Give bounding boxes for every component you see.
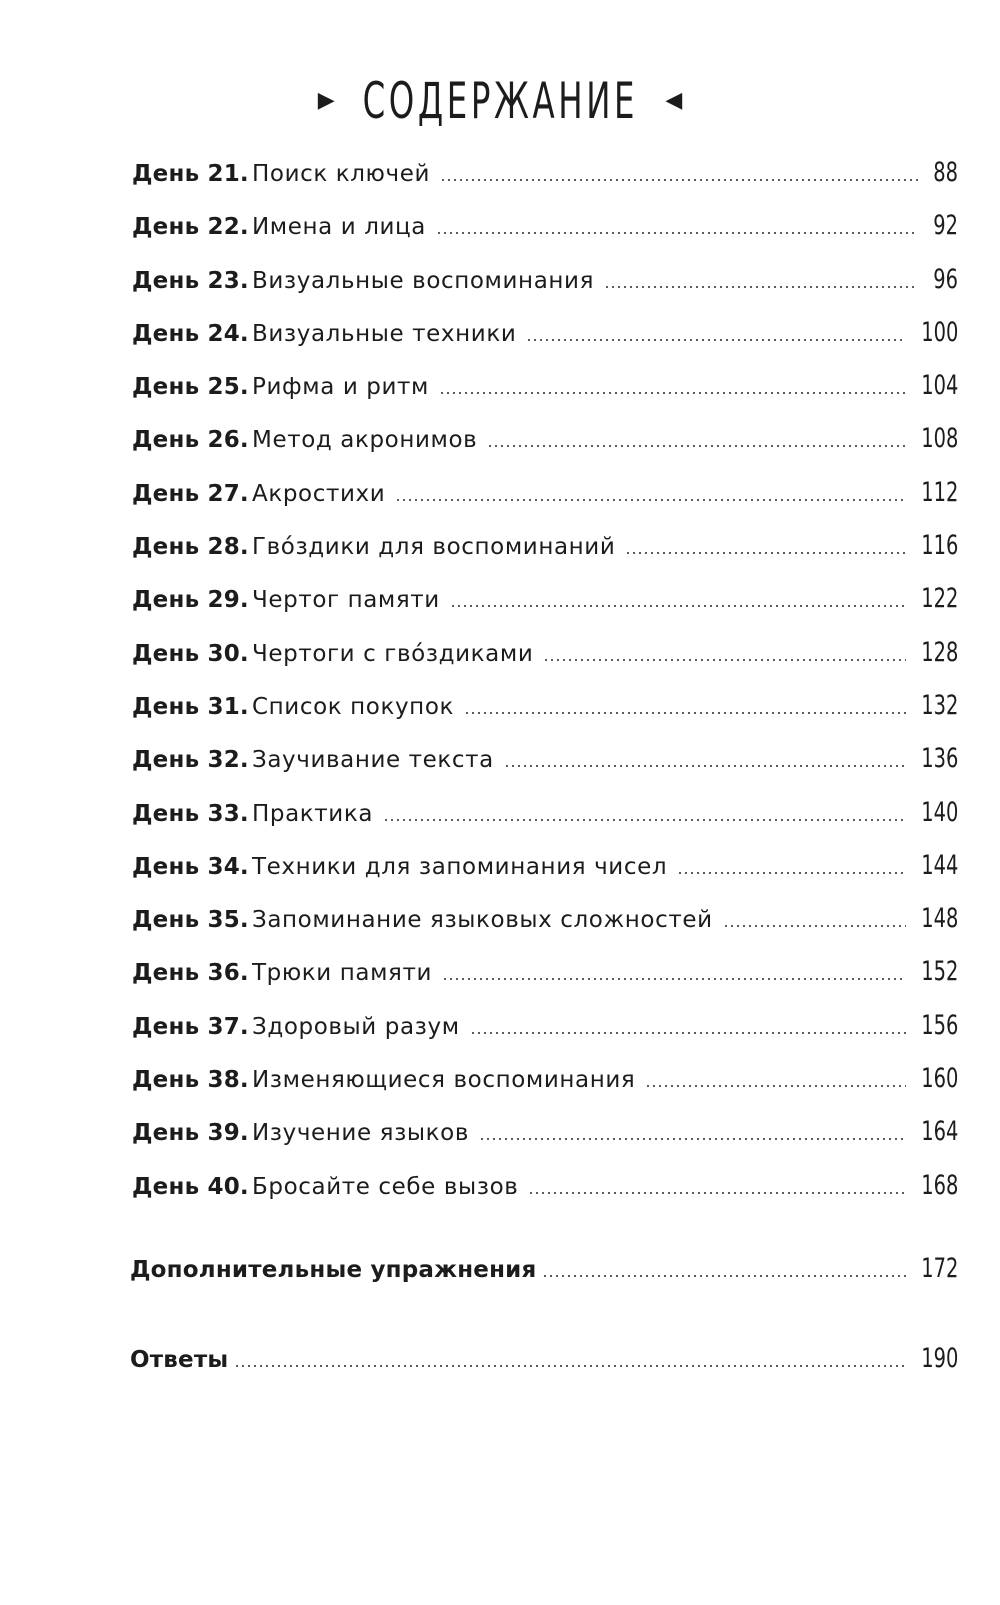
toc-entry-page: 168 bbox=[920, 1169, 958, 1201]
toc-entry-day: День 36. bbox=[132, 960, 249, 987]
toc-entry-day: День 35. bbox=[132, 907, 249, 934]
toc-entry-day: День 39. bbox=[132, 1120, 249, 1147]
dot-leader bbox=[450, 605, 906, 607]
toc-entry-day: День 40. bbox=[132, 1173, 249, 1200]
page-title: СОДЕРЖАНИЕ bbox=[362, 72, 638, 130]
toc-entry-title: Визуальные техники bbox=[252, 320, 517, 347]
dot-leader bbox=[526, 339, 905, 341]
dot-leader bbox=[479, 1138, 906, 1140]
toc-entry-day: День 25. bbox=[132, 374, 249, 401]
toc-entry-day: День 26. bbox=[132, 427, 249, 454]
dot-leader bbox=[383, 819, 906, 821]
toc-entry-title: Здоровый разум bbox=[252, 1013, 460, 1040]
toc-entry-day: День 24. bbox=[132, 320, 249, 347]
dot-leader bbox=[542, 1275, 905, 1277]
dot-leader bbox=[487, 445, 905, 447]
toc-entry-title: Поиск ключей bbox=[252, 161, 431, 187]
toc-entry-page: 104 bbox=[920, 370, 958, 402]
toc-entry-title: Визуальные воспоминания bbox=[252, 267, 595, 294]
toc-entry-page: 144 bbox=[920, 849, 958, 881]
toc-entry[interactable] bbox=[132, 253, 958, 306]
toc-entry-page: 112 bbox=[920, 476, 958, 508]
toc-entry-page: 116 bbox=[920, 530, 958, 562]
toc-entry[interactable] bbox=[132, 359, 958, 412]
table-of-contents bbox=[132, 146, 958, 1212]
toc-entry[interactable] bbox=[132, 519, 958, 572]
toc-entry-title: Имена и лица bbox=[252, 214, 427, 241]
dot-leader bbox=[439, 392, 906, 394]
toc-entry[interactable] bbox=[132, 1052, 958, 1105]
dot-leader bbox=[504, 765, 906, 767]
dot-leader bbox=[464, 712, 906, 714]
dot-leader bbox=[543, 659, 905, 661]
toc-entry[interactable] bbox=[132, 732, 958, 785]
toc-entry-title: Заучивание текста bbox=[252, 747, 494, 774]
toc-entry-title: Чертог памяти bbox=[252, 587, 440, 614]
toc-entry-page: 136 bbox=[920, 743, 958, 775]
toc-entry[interactable] bbox=[132, 199, 958, 252]
toc-entry[interactable] bbox=[132, 572, 958, 625]
toc-entry-page: 160 bbox=[920, 1063, 958, 1095]
toc-entry[interactable] bbox=[132, 679, 958, 732]
toc-entry-title: Практика bbox=[252, 800, 374, 827]
toc-entry[interactable] bbox=[132, 999, 958, 1052]
dot-leader bbox=[234, 1365, 905, 1367]
toc-entry[interactable] bbox=[132, 412, 958, 465]
toc-entry[interactable] bbox=[132, 1105, 958, 1158]
page-header bbox=[0, 72, 1000, 130]
toc-entry[interactable] bbox=[132, 892, 958, 945]
toc-entry[interactable] bbox=[132, 945, 958, 998]
toc-entry-title: Запоминание языковых сложностей bbox=[252, 907, 713, 934]
toc-entry[interactable] bbox=[132, 466, 958, 519]
toc-entry[interactable] bbox=[132, 839, 958, 892]
toc-entry-page: 108 bbox=[920, 423, 958, 455]
toc-entry-day: День 34. bbox=[132, 853, 249, 880]
toc-entry-page: 100 bbox=[920, 316, 958, 348]
toc-entry-title: Метод акронимов bbox=[252, 427, 478, 454]
toc-entry-title: Чертоги с гво́здиками bbox=[252, 640, 534, 667]
toc-entry-title: Ответы bbox=[130, 1347, 229, 1373]
toc-entry-day: День 29. bbox=[132, 587, 249, 614]
toc-entry-day: День 28. bbox=[132, 534, 249, 561]
toc-entry-page: 152 bbox=[920, 956, 958, 988]
toc-entry-exercises[interactable] bbox=[130, 1244, 958, 1294]
dot-leader bbox=[604, 286, 918, 288]
dot-leader bbox=[723, 925, 906, 927]
toc-entry[interactable] bbox=[132, 1159, 958, 1212]
dot-leader bbox=[442, 978, 906, 980]
toc-entry-title: Акростихи bbox=[252, 480, 386, 507]
toc-entry-title: Дополнительные упражнения bbox=[130, 1257, 537, 1283]
toc-entry-page: 164 bbox=[920, 1116, 958, 1148]
toc-entry-title: Гво́здики для воспоминаний bbox=[252, 534, 616, 561]
toc-entry-title: Техники для запоминания чисел bbox=[252, 853, 668, 880]
toc-entry-day: День 31. bbox=[132, 693, 249, 720]
toc-entry-day: День 38. bbox=[132, 1067, 249, 1094]
toc-entry-page: 128 bbox=[920, 636, 958, 668]
toc-entry-page: 132 bbox=[920, 689, 958, 721]
toc-entry-title: Трюки памяти bbox=[252, 960, 433, 987]
toc-entry-page: 172 bbox=[920, 1253, 958, 1284]
dot-leader bbox=[440, 179, 918, 181]
toc-entry-day: День 23. bbox=[132, 267, 249, 294]
toc-entry-day: День 37. bbox=[132, 1013, 249, 1040]
toc-entry-day: День 21. bbox=[132, 161, 249, 187]
toc-entry-title: Список покупок bbox=[252, 693, 454, 720]
toc-entry-page: 88 bbox=[933, 157, 958, 188]
dot-leader bbox=[645, 1085, 905, 1087]
toc-entry-page: 190 bbox=[920, 1343, 958, 1374]
toc-entry[interactable] bbox=[132, 786, 958, 839]
toc-entry-day: День 27. bbox=[132, 480, 249, 507]
toc-entry-day: День 32. bbox=[132, 747, 249, 774]
dot-leader bbox=[436, 232, 918, 234]
toc-entry-day: День 33. bbox=[132, 800, 249, 827]
dot-leader bbox=[625, 552, 905, 554]
toc-entry-title: Рифма и ритм bbox=[252, 374, 429, 401]
dot-leader bbox=[677, 872, 906, 874]
toc-entry-title: Бросайте себе вызов bbox=[252, 1173, 519, 1200]
triangle-right-icon: ▶ bbox=[317, 88, 335, 113]
toc-entry[interactable] bbox=[132, 306, 958, 359]
toc-entry-title: Изучение языков bbox=[252, 1120, 469, 1147]
toc-entry-title: Изменяющиеся воспоминания bbox=[252, 1067, 636, 1094]
toc-entry-day: День 22. bbox=[132, 214, 249, 241]
toc-entry-page: 148 bbox=[920, 903, 958, 935]
toc-entry-page: 92 bbox=[933, 210, 958, 242]
toc-entry[interactable] bbox=[132, 146, 958, 199]
dot-leader bbox=[470, 1032, 906, 1034]
toc-entry[interactable] bbox=[132, 626, 958, 679]
dot-leader bbox=[395, 499, 905, 501]
toc-entry-page: 96 bbox=[933, 263, 958, 295]
toc-entry-answers[interactable] bbox=[130, 1334, 958, 1384]
toc-entry-page: 122 bbox=[920, 583, 958, 615]
triangle-left-icon: ◀ bbox=[665, 88, 683, 113]
dot-leader bbox=[528, 1192, 905, 1194]
toc-entry-page: 140 bbox=[920, 796, 958, 828]
toc-entry-day: День 30. bbox=[132, 640, 249, 667]
toc-entry-page: 156 bbox=[920, 1009, 958, 1041]
